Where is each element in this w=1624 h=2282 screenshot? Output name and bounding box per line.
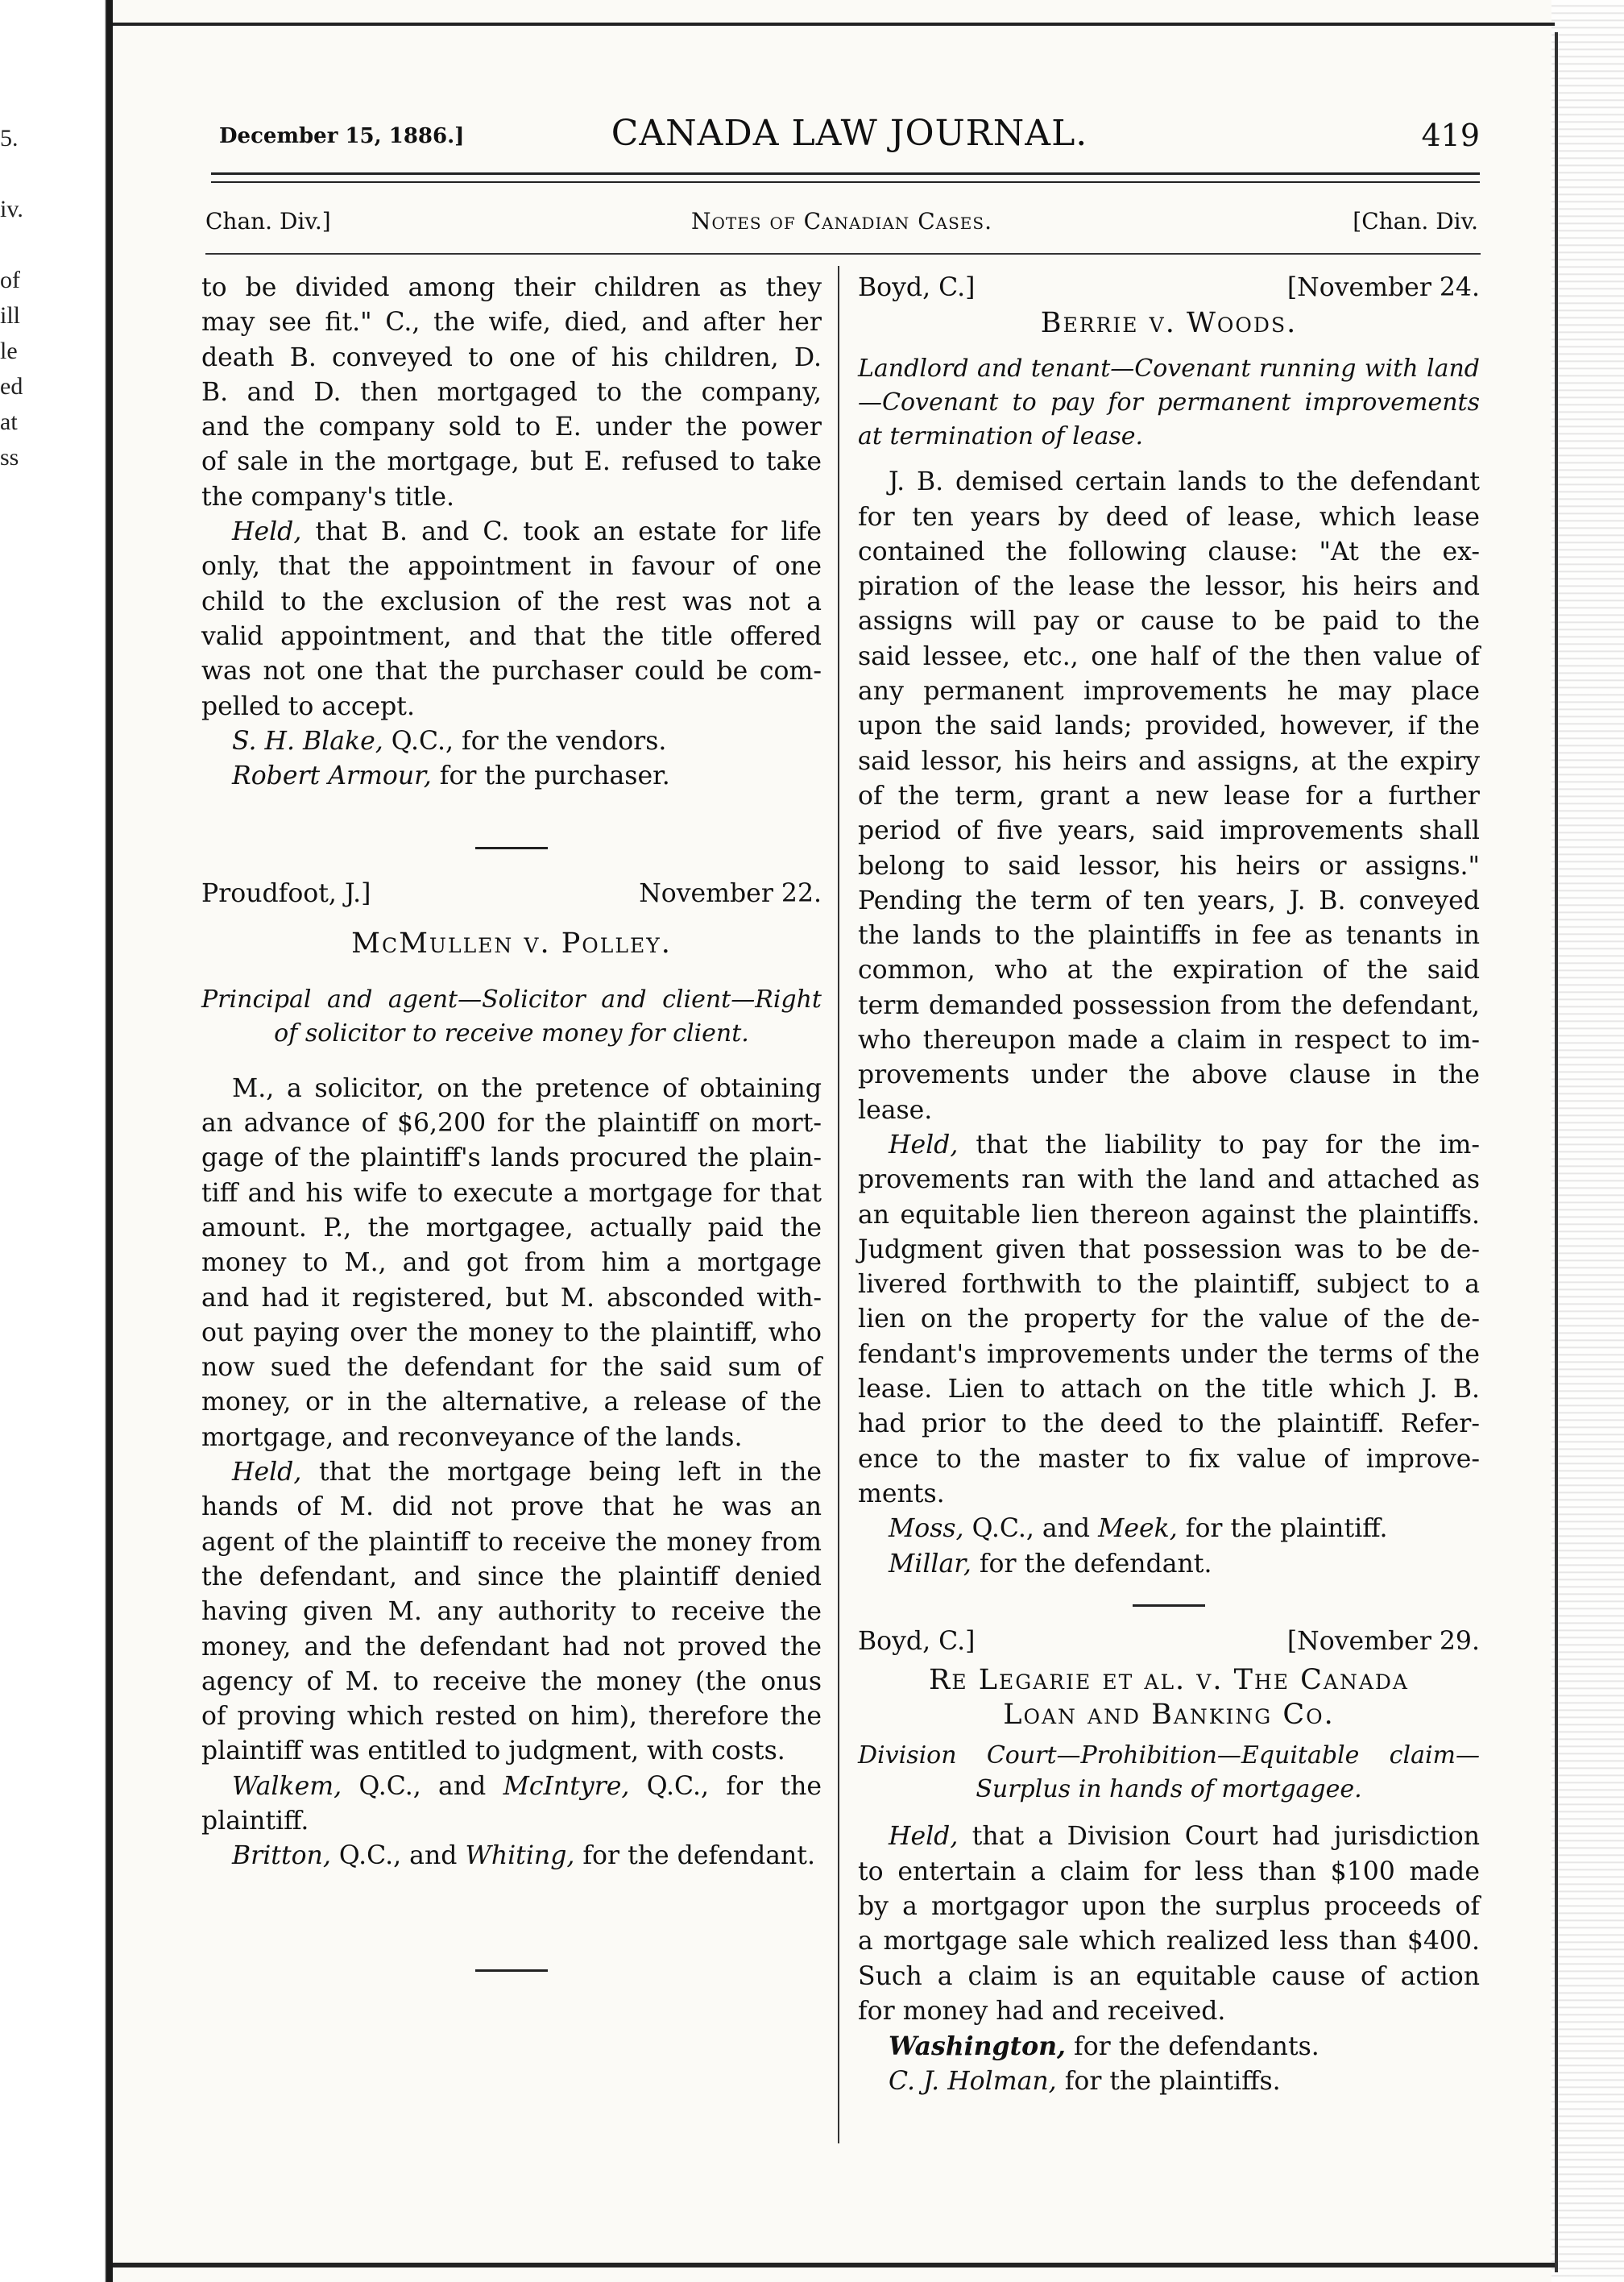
text-line: to entertain a claim for less than $100 made — [858, 1857, 1480, 1886]
text-line: lease. — [858, 1095, 933, 1125]
catchwords — [201, 983, 822, 1051]
counsel-name: C. J. Holman, — [889, 2067, 1057, 2097]
text-line: pelled to accept. — [201, 691, 415, 721]
text-line: to be divided among their children as they — [201, 273, 822, 302]
text-line: the company's title. — [201, 482, 455, 512]
counsel-role: Q.C., and — [972, 1514, 1091, 1544]
text-line: J. B. demised certain lands to the defendant — [889, 467, 1480, 497]
counsel-name: Meek, — [1098, 1514, 1178, 1544]
judge-name: Boyd, C.] — [858, 1626, 976, 1656]
counsel-role: for the plaintiff. — [1185, 1514, 1388, 1544]
judge-date-line — [858, 1624, 1480, 1660]
catch-line: of solicitor to receive money for client. — [274, 1019, 749, 1048]
case-separator — [475, 1969, 548, 1972]
text-line: Such a claim is an equitable cause of action — [858, 1961, 1480, 1991]
held-paragraph — [201, 515, 822, 724]
counsel-role: for the plaintiffs. — [1064, 2067, 1281, 2097]
scan-bottom-border — [113, 2263, 1555, 2267]
counsel-name: Britton, — [232, 1841, 331, 1871]
text-line: any permanent improvements he may place — [858, 677, 1480, 707]
text-line — [858, 1819, 1480, 1854]
text-line: M., a solicitor, on the pretence of obtaining — [232, 1073, 822, 1103]
text-line: money, and the defendant had not proved the — [201, 1632, 822, 1662]
counsel-line — [858, 1547, 1480, 1582]
case-title: McMullen v. Polley. — [351, 927, 672, 961]
text-line: money, or in the alternative, a release of the — [201, 1388, 822, 1417]
facts-paragraph — [201, 1072, 822, 1455]
page-number: 419 — [1421, 118, 1480, 153]
counsel-role: Q.C., and — [338, 1841, 458, 1871]
counsel-role: for the defendants. — [1074, 2032, 1320, 2062]
text-line: who thereupon made a claim in respect to im- — [858, 1026, 1480, 1056]
text-line: ments. — [858, 1479, 945, 1508]
text-line: provements ran with the land and attached as — [858, 1165, 1480, 1195]
text-line: of sale in the mortgage, but E. refused to take — [201, 447, 822, 477]
text-line: belong to said lessor, his heirs or assigns." — [858, 851, 1480, 881]
section-subhead — [205, 208, 1478, 240]
text-line: may see fit." C., the wife, died, and after her — [201, 308, 822, 338]
text-line: piration of the lease the lessor, his heirs and — [858, 572, 1480, 602]
text-line: of the term, grant a new lease for a further — [858, 781, 1480, 811]
text-line: upon the said lands; provided, however, if the — [858, 712, 1480, 741]
catch-line: at termination of lease. — [858, 422, 1144, 451]
text-line — [201, 515, 822, 550]
scan-right-border — [1555, 32, 1558, 2272]
subhead-rule — [205, 253, 1481, 255]
margin-fragment: of — [0, 267, 20, 293]
text-line: provements under the above clause in the — [858, 1060, 1480, 1090]
margin-fragment: ill — [0, 302, 21, 329]
held-text: that a Division Court had jurisdiction — [972, 1822, 1480, 1852]
held-text: that the liability to pay for the im- — [976, 1130, 1480, 1160]
column-divider — [838, 266, 839, 2143]
held-paragraph — [858, 1819, 1480, 2029]
text-line: money to M., and got from him a mortgage — [201, 1248, 822, 1278]
counsel-role: for the defendant. — [979, 1549, 1212, 1579]
text-line: tiff and his wife to execute a mortgage for that — [201, 1178, 822, 1208]
text-line: now sued the defendant for the said sum of — [201, 1353, 822, 1383]
header-rule — [211, 172, 1480, 183]
counsel-role: Q.C., and — [358, 1771, 487, 1801]
judge-name: Proudfoot, J.] — [201, 879, 371, 909]
text-line: said lessor, his heirs and assigns, at the expiry — [858, 746, 1480, 776]
counsel-name: Robert Armour, — [232, 761, 432, 791]
text-line: B. and D. then mortgaged to the company, — [201, 377, 822, 407]
catch-line: —Covenant to pay for permanent improvements — [858, 388, 1480, 417]
catch-line: Surplus in hands of mortgagee. — [976, 1775, 1362, 1804]
judge-name: Boyd, C.] — [858, 273, 976, 302]
held-word: Held, — [232, 517, 302, 547]
text-line: plaintiff was entitled to judgment, with costs. — [201, 1736, 785, 1766]
counsel-line: plaintiff. — [201, 1806, 309, 1836]
text-line: Judgment given that possession was to be de- — [858, 1234, 1480, 1264]
counsel-line — [201, 759, 822, 794]
held-word: Held, — [232, 1458, 302, 1487]
text-line: only, that the appointment in favour of one — [201, 552, 822, 582]
text-line: period of five years, said improvements shall — [858, 816, 1480, 846]
journal-title: CANADA LAW JOURNAL. — [611, 113, 1088, 154]
text-line: contained the following clause: "At the ex- — [858, 537, 1480, 566]
decision-date: [November 29. — [1286, 1626, 1480, 1656]
scan-right-edge — [1552, 0, 1624, 2282]
margin-fragment — [0, 227, 32, 263]
text-line: livered forthwith to the plaintiff, subject to a — [858, 1270, 1480, 1300]
counsel-name: Walkem, — [232, 1771, 342, 1801]
counsel-line — [201, 724, 822, 759]
scan-top-border — [113, 23, 1555, 26]
held-text: that B. and C. took an estate for life — [315, 517, 822, 547]
counsel-line — [201, 1839, 822, 1873]
subhead-right: [Chan. Div. — [1353, 208, 1478, 234]
text-line: agent of the plaintiff to receive the money from — [201, 1527, 822, 1557]
case-title-continued: Loan and Banking Co. — [1003, 1699, 1335, 1732]
subhead-center: Notes of Canadian Cases. — [691, 208, 992, 234]
judge-date-line — [201, 877, 822, 912]
text-line: lease. Lien to attach on the title which J. B. — [858, 1375, 1480, 1404]
text-line: amount. P., the mortgagee, actually paid the — [201, 1213, 822, 1243]
text-line: a mortgage sale which realized less than $400. — [858, 1927, 1480, 1956]
catch-line: Landlord and tenant—Covenant running with land — [858, 355, 1480, 384]
facts-paragraph — [858, 465, 1480, 1128]
margin-fragment: 5. — [0, 125, 19, 151]
margin-fragment: ed — [0, 373, 23, 400]
counsel-name: Whiting, — [465, 1841, 575, 1871]
adjacent-page-margin-fragments — [0, 121, 32, 475]
margin-fragment — [0, 156, 32, 192]
text-line: was not one that the purchaser could be com- — [201, 657, 822, 687]
catchwords — [858, 352, 1480, 454]
held-word: Held, — [889, 1822, 959, 1852]
text-line: and had it registered, but M. absconded with- — [201, 1283, 822, 1313]
catch-line: Principal and agent—Solicitor and client—Right — [201, 985, 822, 1014]
margin-fragment: at — [0, 409, 18, 435]
text-line: common, who at the expiration of the said — [858, 956, 1480, 985]
text-line: ence to the master to fix value of improve- — [858, 1444, 1480, 1474]
text-line: for money had and received. — [858, 1996, 1226, 2026]
case-title: Berrie v. Woods. — [1040, 307, 1298, 339]
counsel-role: for the purchaser. — [439, 761, 670, 791]
catchwords — [858, 1739, 1480, 1807]
held-paragraph — [858, 1128, 1480, 1512]
counsel-name: Millar, — [889, 1549, 972, 1579]
counsel-name: McIntyre, — [503, 1771, 630, 1801]
counsel-line — [858, 1512, 1480, 1546]
counsel-role: Q.C., for the — [646, 1771, 822, 1801]
continued-paragraph — [201, 271, 822, 515]
text-line — [858, 1128, 1480, 1163]
margin-fragment: le — [0, 338, 18, 364]
text-line: gage of the plaintiff's lands procured the plain- — [201, 1143, 822, 1173]
running-head — [219, 113, 1480, 161]
text-line: an equitable lien thereon against the plaintiffs. — [858, 1200, 1480, 1230]
decision-date: November 22. — [639, 879, 822, 909]
counsel-role: for the defendant. — [582, 1841, 815, 1871]
text-line: out paying over the money to the plaintiff, who — [201, 1317, 822, 1347]
text-line: assigns will pay or cause to be paid to the — [858, 607, 1480, 637]
held-word: Held, — [889, 1130, 959, 1160]
counsel-line — [201, 1770, 822, 1804]
case-title: Re Legarie et al. v. The Canada — [929, 1663, 1409, 1696]
judge-date-line — [858, 271, 1480, 306]
text-line: death B. conveyed to one of his children, D. — [201, 342, 822, 372]
left-column — [201, 271, 822, 1972]
text-line: the lands to the plaintiffs in fee as tenants in — [858, 921, 1480, 951]
text-line: mortgage, and reconveyance of the lands. — [201, 1422, 743, 1452]
text-line: for ten years by deed of lease, which lease — [858, 502, 1480, 532]
counsel-name: Moss, — [889, 1514, 964, 1544]
right-column — [858, 271, 1480, 2100]
text-line: valid appointment, and that the title offered — [201, 621, 822, 651]
text-line: of proving which rested on him), therefore the — [201, 1702, 822, 1732]
counsel-line — [858, 2064, 1480, 2099]
text-line: agency of M. to receive the money (the onus — [201, 1666, 822, 1696]
text-line: fendant's improvements under the terms of the — [858, 1339, 1480, 1369]
counsel-name: Washington, — [889, 2031, 1067, 2062]
text-line: by a mortgagor upon the surplus proceeds of — [858, 1891, 1480, 1921]
text-line: and the company sold to E. under the power — [201, 413, 822, 442]
text-line: said lessee, etc., one half of the then value of — [858, 641, 1480, 671]
catch-line: Division Court—Prohibition—Equitable claim— — [858, 1741, 1480, 1770]
counsel-name: S. H. Blake, — [232, 726, 383, 756]
decision-date: [November 24. — [1286, 273, 1480, 302]
text-line — [201, 1455, 822, 1490]
text-line: an advance of $6,200 for the plaintiff on mort- — [201, 1109, 822, 1139]
margin-fragment: iv. — [0, 196, 23, 222]
counsel-line — [858, 2029, 1480, 2064]
issue-date: December 15, 1886.] — [219, 124, 465, 148]
text-line: Pending the term of ten years, J. B. conveyed — [858, 886, 1480, 915]
text-line: child to the exclusion of the rest was not a — [201, 587, 822, 616]
held-paragraph — [201, 1455, 822, 1770]
text-line: the defendant, and since the plaintiff denied — [201, 1562, 822, 1591]
counsel-role: Q.C., for the vendors. — [391, 726, 667, 756]
text-line: hands of M. did not prove that he was an — [201, 1492, 822, 1522]
text-line: having given M. any authority to receive the — [201, 1597, 822, 1627]
margin-fragment: ss — [0, 444, 19, 471]
text-line: term demanded possession from the defendant, — [858, 990, 1480, 1020]
text-line: had prior to the deed to the plaintiff. Refer- — [858, 1409, 1480, 1439]
held-text: that the mortgage being left in the — [318, 1458, 822, 1487]
text-line: lien on the property for the value of the de- — [858, 1305, 1480, 1334]
subhead-left: Chan. Div.] — [205, 208, 331, 234]
